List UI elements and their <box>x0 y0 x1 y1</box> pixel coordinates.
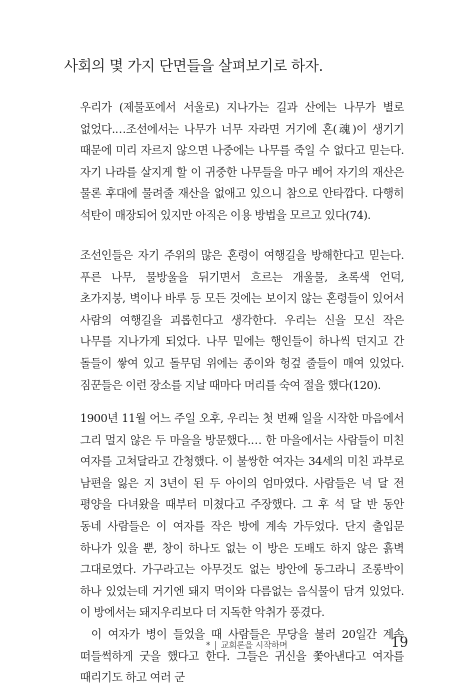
quote-paragraph: 이 여자가 병이 들었을 때 사람들은 무당을 불러 20일간 계속 떠들썩하게 굿을 했다고 한다. 그들은 귀신을 쫓아낸다고 여자를 때리기도 하고 여러 군 <box>80 627 404 685</box>
running-header <box>206 639 287 651</box>
intro-sentence: 사회의 몇 가지 단면들을 살펴보기로 하자. <box>64 59 323 75</box>
footer-marker: * <box>206 641 211 651</box>
quote-block-trees: 우리가 (제물포에서 서울로) 지나가는 길과 산에는 나무가 별로 없었다.…조선에서는 나무가 너무 자라면 거기에 혼(魂)이 생기기 때문에 미리 자르지 않으면 나중에는 나무를 죽일 수 없다고 믿는다. 자기 나라를 살지게 할 이 귀중한 나무들을 마구 베어 자기의 재산은 물론 후대에 물려줄 재산을 없애고 있으니 참으로 안타깝다. 다행히 석탄이 매장되어 있지만 아직은 이용 방법을 모르고 있다(74). <box>80 101 404 222</box>
running-title: 교회론을 시작하며 <box>220 641 288 651</box>
quote-paragraph: 1900년 11월 어느 주일 오후, 우리는 첫 번째 일을 시작한 마음에서 그리 멀지 않은 두 마을을 방문했다.… 한 마을에서는 사람들이 미친 여자를 고쳐달라고 간청했다. 이 불쌍한 여자는 34세의 미친 과부로 남편을 잃은 지 3년이 된 두 아이의 엄마였다. 사람들은 넉 달 전 평양을 다녀왔을 때부터 미쳤다고 주장했다. 그 후 석 달 반 동안 동네 사람들은 이 여자를 작은 방에 계속 가두었다. 단지 출입문 하나가 있을 뿐, 창이 하나도 없는 이 방은 도배도 하지 않은 흙벽 그대로였다. 가구라고는 아무것도 없는 방안에 동그라니 조롱박이 하나 있었는데 거기엔 돼지 먹이와 다름없는 음식물이 담겨 있었다. 이 방에서는 돼지우리보다 더 지독한 악취가 풍겼다. <box>80 412 404 620</box>
quote-block-spirits: 조선인들은 자기 주위의 많은 혼령이 여행길을 방해한다고 믿는다. 푸른 나무, 물방울을 뒤기면서 흐르는 개울물, 초록색 언덕, 초가지붕, 벽이나 바루 등 모든 것에는 보이지 않는 혼령들이 있어서 사람의 여행길을 괴롭힌다고 생각한다. 우리는 신을 모신 작은 나무를 지나가게 되었다. 나무 밑에는 행인들이 하나씩 던지고 간 돌들이 쌓여 있고 돌무덤 위에는 종이와 헝겊 줄들이 매여 있었다. 짐꾼들은 이런 장소를 지날 때마다 머리를 숙여 절을 했다(120). <box>80 249 404 392</box>
footer-separator: | <box>214 641 217 651</box>
page-footer <box>0 636 470 656</box>
page-number: 19 <box>391 635 409 651</box>
